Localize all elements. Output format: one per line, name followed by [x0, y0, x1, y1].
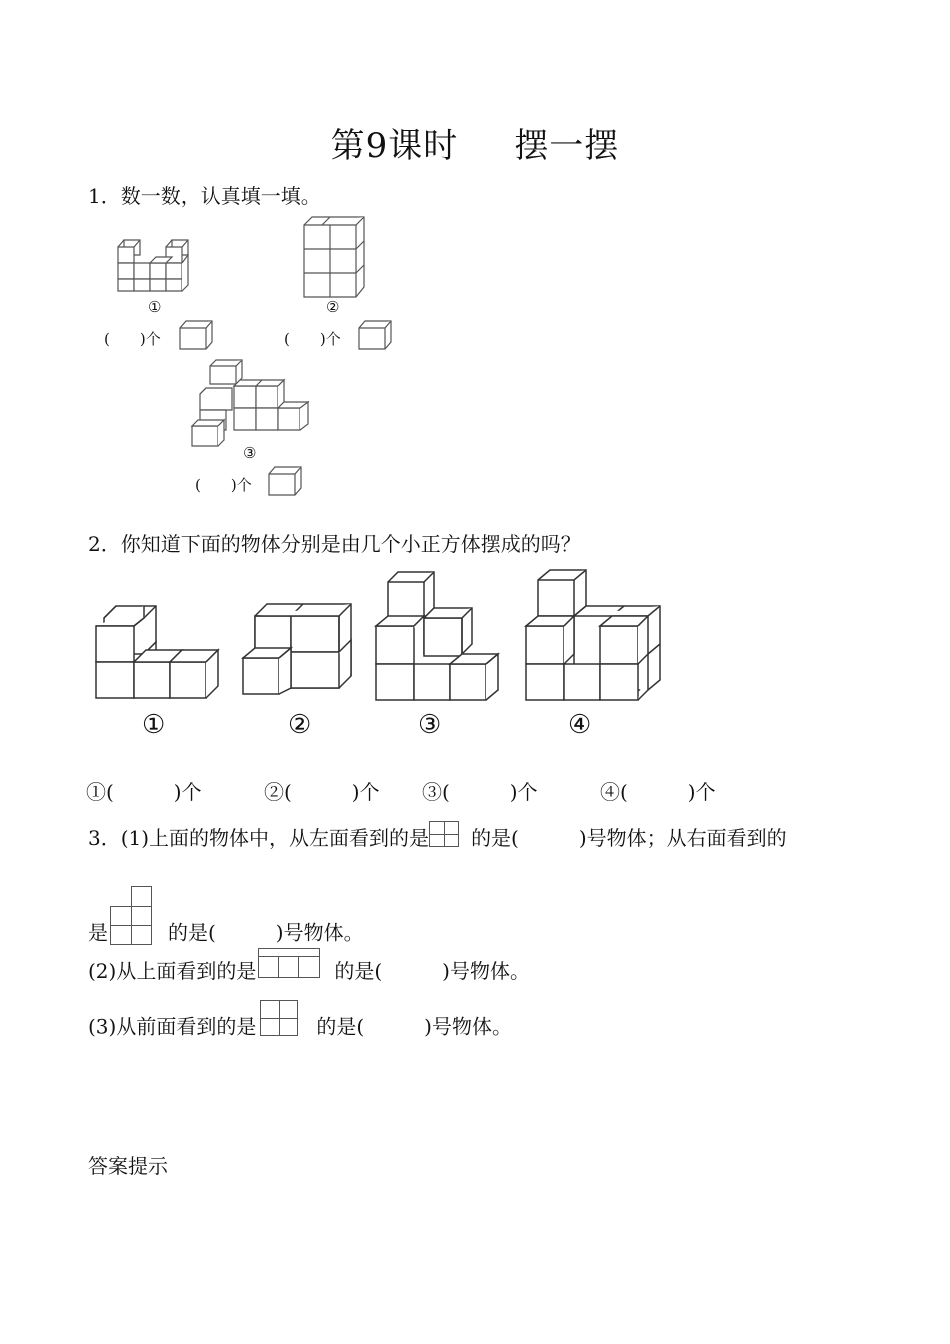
q3-part2 — [88, 955, 530, 988]
q3-part2-a: (2)从上面看到的是 — [88, 959, 257, 983]
q1-label-1: ① — [148, 298, 162, 316]
q1-prompt: 1．数一数，认真填一填。 — [88, 184, 321, 208]
q3-part1-d[interactable]: 的是( )号物体。 — [168, 920, 364, 945]
q2-figure-1 — [96, 604, 220, 700]
q2-answer-1[interactable]: ①( )个 — [86, 780, 202, 804]
q1-answer-blank-2[interactable]: ( )个 — [284, 330, 341, 348]
q3-part1-a: 3．(1)上面的物体中，从左面看到的是 — [88, 826, 430, 850]
q1-label-3: ③ — [243, 444, 257, 462]
q2-answer-2[interactable]: ②( )个 — [264, 780, 380, 804]
q1-figure-3 — [190, 358, 320, 450]
q3-part1-b[interactable]: 的是( )号物体；从右面看到的 — [471, 826, 787, 850]
view-2x2-icon — [429, 821, 459, 847]
answer-hint-heading: 答案提示 — [88, 1154, 168, 1178]
q1-blank-3 — [195, 474, 252, 495]
q1-answer-blank-1[interactable]: ( )个 — [104, 330, 161, 348]
q2-prompt: 2．你知道下面的物体分别是由几个小正方体摆成的吗？ — [88, 532, 581, 556]
q2-label-3: ③ — [418, 710, 442, 740]
q3-part1-c: 是 — [88, 920, 108, 945]
q2-answer-4[interactable]: ④( )个 — [600, 780, 716, 804]
q3-part3 — [88, 1010, 512, 1046]
q1-figure-1 — [110, 235, 210, 295]
q3-part3-b[interactable]: 的是( )号物体。 — [316, 1014, 512, 1039]
q2-label-4: ④ — [568, 710, 592, 740]
q2-figure-3 — [376, 572, 500, 702]
cube-icon — [358, 320, 392, 350]
q2-figure-4 — [526, 570, 662, 702]
q2-label-2: ② — [288, 710, 312, 740]
cube-icon — [268, 466, 302, 496]
lesson-topic: 摆一摆 — [514, 126, 620, 166]
q3-part2-b[interactable]: 的是( )号物体。 — [334, 959, 530, 983]
q1-figure-2 — [300, 215, 370, 300]
view-l-shape-icon — [110, 886, 154, 946]
q2-answer-3[interactable]: ③( )个 — [422, 780, 538, 804]
q1-label-2: ② — [326, 298, 340, 316]
cube-icon — [179, 320, 213, 350]
lesson-number: 第9课时 — [330, 126, 459, 166]
q3-part3-a: (3)从前面看到的是 — [88, 1014, 257, 1039]
q1-blank-1 — [104, 328, 161, 349]
view-1x3-icon — [258, 948, 320, 978]
view-2x2-large-icon — [260, 1000, 298, 1036]
q1-answer-blank-3[interactable]: ( )个 — [195, 476, 252, 494]
q2-figure-2 — [243, 596, 355, 700]
page-title — [0, 118, 950, 167]
q2-label-1: ① — [142, 710, 166, 740]
q3-part1-line1 — [88, 822, 787, 853]
q1-blank-2 — [284, 328, 341, 349]
